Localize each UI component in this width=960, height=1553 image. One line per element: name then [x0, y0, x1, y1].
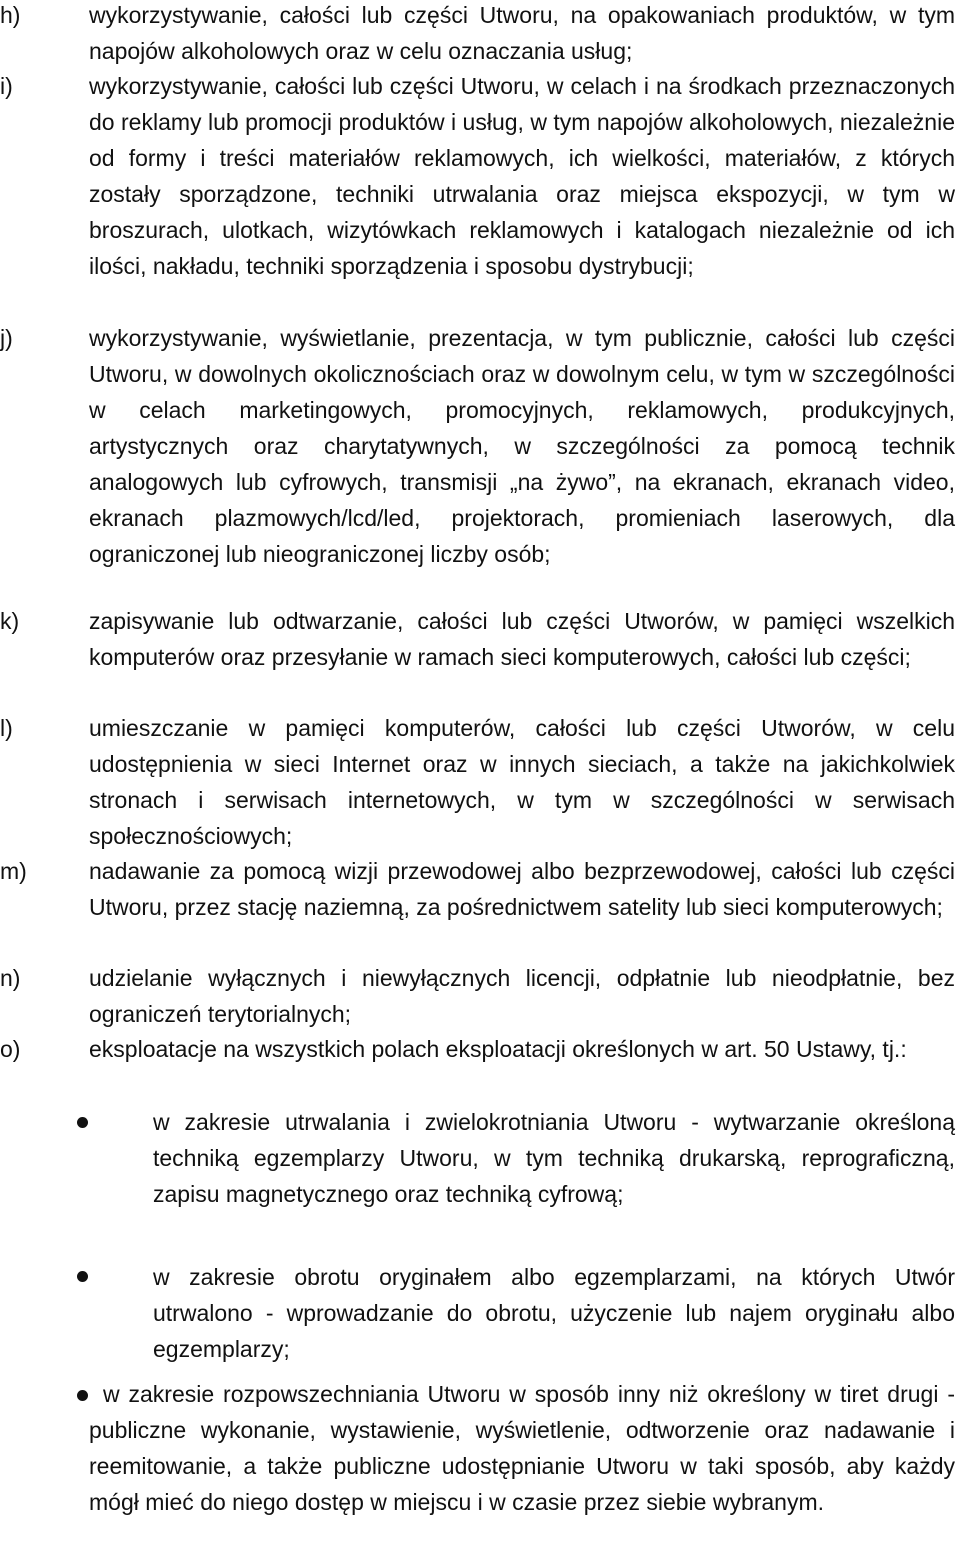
list-marker: k) [0, 608, 20, 634]
bullet-icon [77, 1271, 88, 1282]
list-item-text: zapisywanie lub odtwarzanie, całości lub części Utworów, w pamięci wszelkich komputerów oraz przesyłanie w ramach sieci komputerowych, całości lub części; [89, 608, 955, 670]
list-marker: j) [0, 325, 13, 351]
list-marker: h) [0, 2, 21, 28]
list-item-text: wykorzystywanie, całości lub części Utworu, w celach i na środkach przeznaczonych do reklamy lub promocji produktów i usług, w tym napojów alkoholowych, niezależnie od formy i treści materiałów reklamowych, ich wielkości, materiałów, z których zostały sporządzone, techniki utrwalania oraz miejsca ekspozycji, w tym w broszurach, ulotkach, wizytówkach reklamowych i katalogach niezależnie od ich ilości, nakładu, techniki sporządzenia i sposobu dystrybucji; [89, 73, 955, 279]
bullet-icon [77, 1117, 88, 1128]
list-item-text: udzielanie wyłącznych i niewyłącznych licencji, odpłatnie lub nieodpłatnie, bez ograniczeń terytorialnych; [89, 965, 955, 1027]
list-marker: i) [0, 73, 13, 99]
list-item-text: umieszczanie w pamięci komputerów, całości lub części Utworów, w celu udostępnienia w sieci Internet oraz w innych sieciach, a także na jakichkolwiek stronach i serwisach internetowych, w tym w szczególności w serwisach społecznościowych; [89, 715, 955, 849]
bullet-item-text: w zakresie obrotu oryginałem albo egzemplarzami, na których Utwór utrwalono - wprowadzanie do obrotu, użyczenie lub najem oryginału albo egzemplarzy; [153, 1264, 955, 1362]
bullet-item-text: w zakresie rozpowszechniania Utworu w sposób inny niż określony w tiret drugi - publiczne wykonanie, wystawienie, wyświetlenie, odtworzenie oraz nadawanie i reemitowanie, a także publiczne udostępnianie Utworu w taki sposób, aby każdy mógł mieć do niego dostęp w miejscu i w czasie przez siebie wybranym. [89, 1381, 955, 1515]
list-item-text: wykorzystywanie, całości lub części Utworu, na opakowaniach produktów, w tym napojów alkoholowych oraz w celu oznaczania usług; [89, 2, 955, 64]
list-item-text: wykorzystywanie, wyświetlanie, prezentacja, w tym publicznie, całości lub części Utworu, w dowolnych okolicznościach oraz w dowolnym celu, w tym w szczególności w celach marketingowych, promocyjnych, reklamowych, produkcyjnych, artystycznych oraz charytatywnych, w szczególności za pomocą technik analogowych lub cyfrowych, transmisji „na żywo”, na ekranach, ekranach video, ekranach plazmowych/lcd/led, projektorach, promieniach laserowych, dla ograniczonej lub nieograniczonej liczby osób; [89, 325, 955, 567]
bullet-item-text: w zakresie utrwalania i zwielokrotniania Utworu - wytwarzanie określoną techniką egzemplarzy Utworu, w tym techniką drukarską, reprograficzną, zapisu magnetycznego oraz techniką cyfrową; [153, 1109, 955, 1207]
bullet-icon [77, 1390, 88, 1401]
list-marker: n) [0, 965, 21, 991]
list-marker: m) [0, 858, 27, 884]
list-item-text: eksploatacje na wszystkich polach eksploatacji określonych w art. 50 Ustawy, tj.: [89, 1036, 907, 1062]
list-marker: l) [0, 715, 13, 741]
list-marker: o) [0, 1036, 21, 1062]
list-item-text: nadawanie za pomocą wizji przewodowej albo bezprzewodowej, całości lub części Utworu, przez stację naziemną, za pośrednictwem satelity lub sieci komputerowych; [89, 858, 955, 920]
